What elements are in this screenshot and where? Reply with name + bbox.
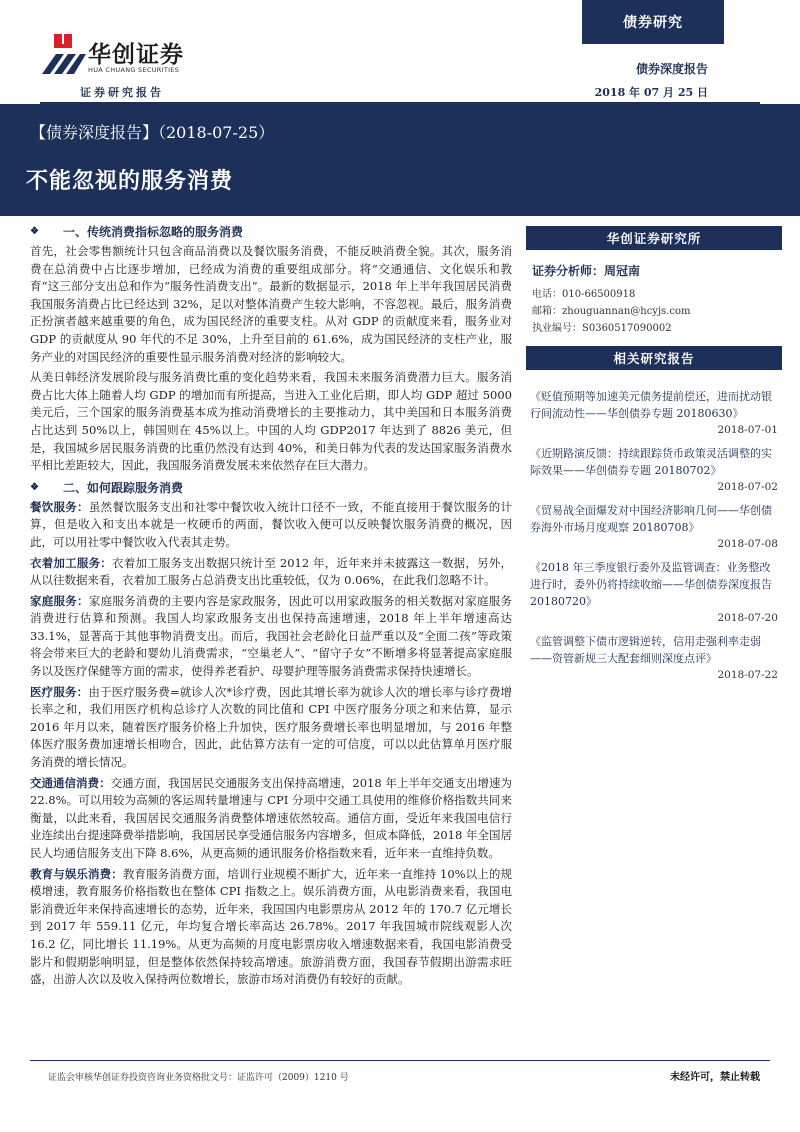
- page-title: 不能忽视的服务消费: [26, 168, 234, 194]
- paragraph-text: 教育服务消费方面，培训行业规模不断扩大，近年来一直维持 10%以上的规模增速，教育服务价格指数也在整体 CPI 指数之上。娱乐消费方面，从电影消费来看，我国电影消费近年来保持高速增长的态势，近年来，我国国内电影票房从 2012 年的 170.7 亿元增长到 2017 年 559.11 亿元，年均复合增长率高达 26.78%。2017 年我国城市院线观影人次 16.2 亿，同比增长 11.19%。从更为高频的月度电影票房收入增速数据来看，我国电影消费受影片和假期影响明显，但是整体依然保持较高增速。旅游消费方面，我国春节假期出游需求旺盛，出游人次以及收入保持两位数增长，旅游市场对消费仍有较好的贡献。: [30, 866, 512, 987]
- analyst-email[interactable]: 邮箱：zhouguannan@hcyjs.com: [532, 306, 691, 317]
- paragraph-text: 家庭服务消费的主要内容是家政服务，因此可以用家政服务的相关数据对家庭服务消费进行估算和预测。我国人均家政服务支出也保持高速增速，2018 年上半年增速高达 33.1%，显著高于其他事物消费支出。而后，我国社会老龄化日益严重以及“全面二孩”等政策将会带来巨大的老龄和婴幼儿消费需求，“空巢老人”、“留守子女”不断增多将显著提高家庭服务以及医疗保健等方面的需求，使得养老看护、母婴护理等服务消费需求保持快速增长。: [30, 593, 512, 679]
- paragraph: [30, 684, 512, 772]
- related-report-date: 2018-07-01: [717, 424, 778, 436]
- diamond-bullet-icon: ❖: [30, 226, 39, 237]
- paragraph-text: 首先，社会零售额统计只包含商品消费以及餐饮服务消费，不能反映消费全貌。其次，服务消费在总消费中占比逐步增加，已经成为消费的重要组成部分。将“交通通信、文化娱乐和教育”这三部分支出总和作为“服务性消费支出”。最新的数据显示，2018 年上半年我国居民消费我国服务消费占比已经达到 32%，足以对整体消费产生较大影响，不容忽视。最后，服务消费正扮演者越来越重要的角色，成为国民经济的重要支柱。从对 GDP 的贡献度来看，服务业对 GDP 的贡献度从 90 年代的不足 30%，上升至目前的 61.6%，成为国民经济的支柱产业，服务产业的对国民经济的重要性显示服务消费对经济的影响较大。: [30, 244, 512, 364]
- related-reports-header: 相关研究报告: [526, 346, 782, 370]
- paragraph: [30, 555, 512, 590]
- section-heading-text: 一、传统消费指标忽略的服务消费: [62, 225, 243, 239]
- institute-header: 华创证券研究所: [526, 226, 782, 250]
- section-heading: [30, 223, 512, 240]
- section-heading: [30, 479, 512, 496]
- related-report-title[interactable]: 《监管调整下债市逻辑逆转，信用走强利率走弱——资管新规三大配套细则深度点评》: [530, 635, 761, 665]
- research-tag: 债券研究: [582, 0, 724, 44]
- paragraph: [30, 866, 512, 989]
- related-report-date: 2018-07-02: [717, 481, 778, 493]
- footer-notice: 未经许可，禁止转载: [670, 1072, 760, 1083]
- paragraph-lead: 衣着加工服务：: [30, 555, 113, 570]
- related-report-title[interactable]: 《贸易战全面爆发对中国经济影响几何——华创债券海外市场月度观察 20180708》: [530, 504, 772, 534]
- logo-mark-icon: [40, 32, 88, 76]
- logo-text-cn: 华创证券: [88, 42, 184, 68]
- related-report-item[interactable]: [526, 439, 782, 496]
- related-reports-list: [526, 382, 782, 684]
- footer-license: 证监会审核华创证券投资咨询业务资格批文号：证监许可（2009）1210 号: [48, 1073, 349, 1083]
- related-report-item[interactable]: [526, 627, 782, 684]
- paragraph: [30, 243, 512, 366]
- paragraph: [30, 775, 512, 863]
- title-banner: [0, 104, 800, 216]
- report-category: 证券研究报告: [80, 86, 164, 99]
- related-report-date: 2018-07-20: [717, 612, 778, 624]
- document-date: 2018 年 07 月 25 日: [594, 86, 708, 99]
- logo-text-en: HUA CHUANG SECURITIES: [88, 66, 180, 74]
- paragraph-lead: 餐饮服务：: [30, 499, 89, 514]
- document-type: 债券深度报告: [635, 62, 708, 76]
- paragraph-lead: 家庭服务：: [30, 593, 89, 608]
- related-report-item[interactable]: [526, 553, 782, 627]
- section-heading-text: 二、如何跟踪服务消费: [62, 480, 183, 495]
- related-report-title[interactable]: 《贬值预期等加速美元债务提前偿还，进而扰动银行间流动性——华创债券专题 20180630》: [530, 390, 772, 420]
- diamond-bullet-icon: ❖: [30, 481, 39, 493]
- paragraph: [30, 593, 512, 681]
- paragraph-text: 由于医疗服务费=就诊人次*诊疗费，因此其增长率为就诊人次的增长率与诊疗费增长率之和，我们用医疗机构总诊疗人次数的同比值和 CPI 中医疗服务分项之和来估算，显示 2016 年月以来，随着医疗服务价格上升加快，医疗服务费增长率也明显增加，与 2016 年整体医疗服务费加速增长相吻合，因此，此估算方法有一定的可信度，可以以此估算单月医疗服务消费的增长情况。: [30, 684, 512, 770]
- related-report-title[interactable]: 《2018 年三季度银行委外及监管调查：业务整改进行时，委外仍将持续收缩——华创债券深度报告 20180720》: [530, 561, 772, 608]
- related-report-title[interactable]: 《近期路演反馈：持续跟踪货币政策灵活调整的实际效果——华创债券专题 20180702》: [530, 447, 772, 477]
- sidebar: [526, 226, 782, 684]
- footer-divider: [30, 1060, 770, 1061]
- paragraph-text: 衣着加工服务支出数据只统计至 2012 年，近年来并未披露这一数据，另外，从以往数据来看，衣着加工服务占总消费支出比重较低，仅为 0.06%，在此我们忽略不计。: [30, 555, 512, 588]
- banner-subtitle: 【债券深度报告】（2018-07-25）: [30, 123, 275, 142]
- paragraph-text: 从美日韩经济发展阶段与服务消费比重的变化趋势来看，我国未来服务消费潜力巨大。服务消费占比大体上随着人均 GDP 的增加而有所提高，当进入工业化后期，即人均 GDP 超过 5000 美元后，三个国家的服务消费基本成为推动消费增长的主要推动力，其中美国和日本服务消费占比达到 50%以上，韩国则在 45%以上。中国的人均 GDP2017 年达到了 8826 美元，但是，我国城乡居民服务消费的比重仍然没有达到 40%，和美日韩为代表的发达国家服务消费水平相比差距较大，因此，我国服务消费发展未来依然存在巨大潜力。: [30, 370, 512, 473]
- related-report-item[interactable]: [526, 382, 782, 439]
- paragraph-text: 虽然餐饮服务支出和社零中餐饮收入统计口径不一致，不能直接用于餐饮服务的计算，但是收入和支出本就是一枚硬币的两面，餐饮收入便可以反映餐饮服务消费的概况，因此，可以用社零中餐饮收入代表其走势。: [30, 499, 512, 549]
- related-report-date: 2018-07-08: [717, 538, 778, 550]
- paragraph-text: 交通方面，我国居民交通服务支出保持高增速，2018 年上半年交通支出增速为 22.8%。可以用较为高频的客运周转量增速与 CPI 分项中交通工具使用的维修价格指数共同来衡量，以此来看，我国居民交通服务消费整体增速依然较高。通信方面，受近年来我国电信行业连续出台提速降费举措影响，我国居民享受通信服务内容增多，但成本降低，2018 年全国居民人均通信服务支出下降 8.6%，从更高频的通讯服务价格指数来看，近年来一直维持负数。: [30, 775, 513, 860]
- paragraph: [30, 369, 512, 475]
- paragraph-lead: 医疗服务：: [30, 684, 89, 699]
- paragraph-lead: 交通通信消费：: [30, 775, 111, 790]
- analyst-phone: 电话：010-66500918: [532, 289, 636, 300]
- related-report-date: 2018-07-22: [717, 669, 778, 681]
- spacer: [526, 338, 782, 346]
- analyst-name: 证券分析师：周冠南: [532, 264, 641, 278]
- paragraph: [30, 499, 512, 552]
- paragraph-lead: 教育与娱乐消费：: [30, 866, 123, 881]
- analyst-license: 执业编号：S0360517090002: [532, 323, 672, 334]
- main-content: [30, 219, 512, 992]
- related-report-item[interactable]: [526, 496, 782, 553]
